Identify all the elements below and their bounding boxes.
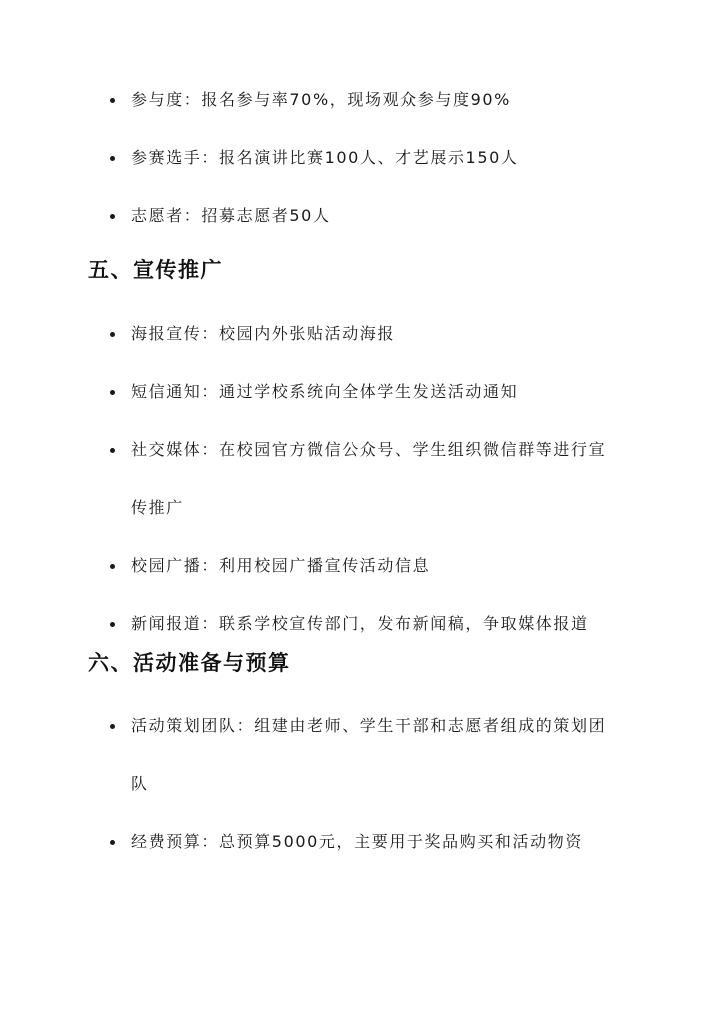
- bullet-icon: [110, 156, 115, 161]
- bullet-icon: [110, 214, 115, 219]
- bullet-icon: [110, 622, 115, 627]
- list-item: [0, 305, 720, 363]
- promotion-list: [0, 305, 720, 653]
- list-item: [0, 187, 720, 245]
- list-item: [0, 813, 720, 871]
- bullet-icon: [110, 724, 115, 729]
- list-item-text: 经费预算：总预算5000元，主要用于奖品购买和活动物资: [131, 832, 583, 851]
- list-item-text: 参赛选手：报名演讲比赛100人、才艺展示150人: [131, 148, 519, 167]
- bullet-icon: [110, 564, 115, 569]
- list-item-text: 社交媒体：在校园官方微信公众号、学生组织微信群等进行宣传推广: [131, 440, 607, 517]
- list-item-text: 新闻报道：联系学校宣传部门，发布新闻稿，争取媒体报道: [131, 614, 589, 633]
- list-item: [0, 129, 720, 187]
- bullet-icon: [110, 840, 115, 845]
- list-item-text: 活动策划团队：组建由老师、学生干部和志愿者组成的策划团队: [131, 716, 607, 793]
- list-item-text: 志愿者：招募志愿者50人: [131, 206, 331, 225]
- bullet-icon: [110, 332, 115, 337]
- list-item: [0, 71, 720, 129]
- list-item-text: 参与度：报名参与率70%，现场观众参与度90%: [131, 90, 511, 109]
- list-item-text: 海报宣传：校园内外张贴活动海报: [131, 324, 396, 343]
- bullet-icon: [110, 98, 115, 103]
- bullet-icon: [110, 390, 115, 395]
- participation-list: [0, 71, 720, 245]
- list-item: [0, 697, 720, 813]
- bullet-icon: [110, 448, 115, 453]
- list-item: [0, 421, 720, 537]
- preparation-list: [0, 697, 720, 871]
- section-heading-preparation-budget: 六、活动准备与预算: [88, 651, 291, 675]
- list-item: [0, 363, 720, 421]
- list-item: [0, 595, 720, 653]
- list-item-text: 短信通知：通过学校系统向全体学生发送活动通知: [131, 382, 519, 401]
- list-item-text: 校园广播：利用校园广播宣传活动信息: [131, 556, 431, 575]
- section-heading-promotion: 五、宣传推广: [88, 258, 223, 282]
- list-item: [0, 537, 720, 595]
